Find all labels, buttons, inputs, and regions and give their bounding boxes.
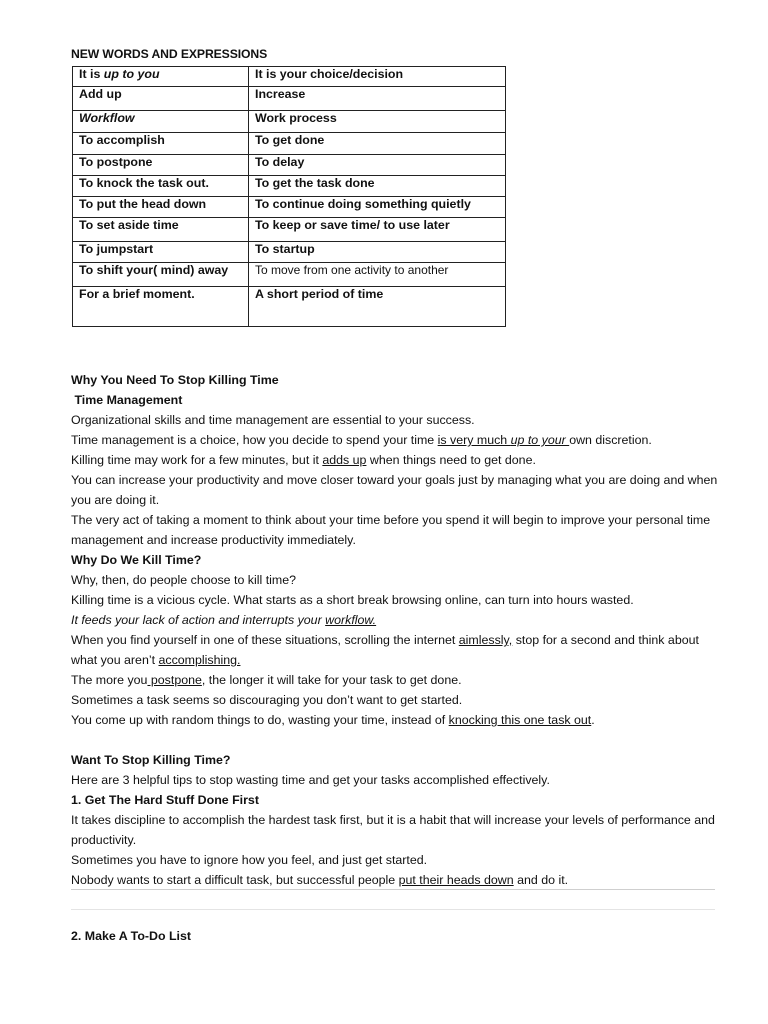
vocab-meaning: It is your choice/decision xyxy=(249,67,506,87)
vocab-meaning: A short period of time xyxy=(249,287,506,327)
paragraph: Nobody wants to start a difficult task, but successful people put their heads down and do it. xyxy=(71,873,569,887)
paragraph: Why, then, do people choose to kill time? xyxy=(71,573,296,587)
vocab-term: Add up xyxy=(73,87,249,111)
paragraph: Here are 3 helpful tips to stop wasting time and get your tasks accomplished effectively. xyxy=(71,773,550,787)
section-heading: Time Management xyxy=(71,393,183,407)
vocab-meaning: Increase xyxy=(249,87,506,111)
vocab-row xyxy=(73,111,506,133)
vocab-term: To set aside time xyxy=(73,218,249,242)
vocab-row xyxy=(73,67,506,87)
vocab-meaning: To keep or save time/ to use later xyxy=(249,218,506,242)
vocab-term: Workflow xyxy=(73,111,249,133)
vocab-term: For a brief moment. xyxy=(73,287,249,327)
vocab-meaning: To move from one activity to another xyxy=(249,263,506,287)
paragraph: Sometimes you have to ignore how you feel, and just get started. xyxy=(71,853,428,867)
vocab-row xyxy=(73,242,506,263)
paragraph: When you find yourself in one of these situations, scrolling the internet aimlessly, stop for a second and think about what you aren’t accomplishing. xyxy=(71,633,699,667)
vocab-row xyxy=(73,197,506,218)
vocab-row xyxy=(73,263,506,287)
vocab-term: To shift your( mind) away xyxy=(73,263,249,287)
vocab-row xyxy=(73,87,506,111)
paragraph: The very act of taking a moment to think about your time before you spend it will begin to improve your personal time management and increase productivity immediately. xyxy=(71,513,711,547)
vocab-row xyxy=(73,176,506,197)
vocab-table xyxy=(72,66,506,327)
paragraph: You come up with random things to do, wasting your time, instead of knocking this one task out. xyxy=(71,713,595,727)
vocab-title: NEW WORDS AND EXPRESSIONS xyxy=(71,47,268,61)
paragraph: Organizational skills and time management are essential to your success. xyxy=(71,413,475,427)
vocab-row xyxy=(73,218,506,242)
vocab-term: To knock the task out. xyxy=(73,176,249,197)
section-heading: Want To Stop Killing Time? xyxy=(71,753,231,767)
vocab-row xyxy=(73,287,506,327)
vocab-meaning: Work process xyxy=(249,111,506,133)
article-body xyxy=(71,370,721,890)
article-heading: Why You Need To Stop Killing Time xyxy=(71,373,279,387)
vocab-meaning: To startup xyxy=(249,242,506,263)
vocab-meaning: To delay xyxy=(249,155,506,176)
paragraph: Time management is a choice, how you decide to spend your time is very much up to your own discretion. xyxy=(71,433,652,447)
paragraph: Killing time is a vicious cycle. What starts as a short break browsing online, can turn into hours wasted. xyxy=(71,593,634,607)
vocab-row xyxy=(73,133,506,155)
vocab-meaning: To continue doing something quietly xyxy=(249,197,506,218)
page-divider xyxy=(71,889,715,890)
vocab-term: It is up to you xyxy=(73,67,249,87)
vocab-term: To put the head down xyxy=(73,197,249,218)
paragraph: Killing time may work for a few minutes, but it adds up when things need to get done. xyxy=(71,453,536,467)
page-divider xyxy=(71,909,715,910)
paragraph: Sometimes a task seems so discouraging you don’t want to get started. xyxy=(71,693,463,707)
vocab-meaning: To get the task done xyxy=(249,176,506,197)
section-heading: 1. Get The Hard Stuff Done First xyxy=(71,793,259,807)
vocab-term: To jumpstart xyxy=(73,242,249,263)
paragraph: The more you postpone, the longer it will take for your task to get done. xyxy=(71,673,462,687)
paragraph: It takes discipline to accomplish the hardest task first, but it is a habit that will increase your levels of performance and productivity. xyxy=(71,813,715,847)
vocab-term: To postpone xyxy=(73,155,249,176)
vocab-meaning: To get done xyxy=(249,133,506,155)
vocab-term: To accomplish xyxy=(73,133,249,155)
paragraph: It feeds your lack of action and interrupts your workflow. xyxy=(71,613,377,627)
section-heading: Why Do We Kill Time? xyxy=(71,553,202,567)
vocab-row xyxy=(73,155,506,176)
section-heading: 2. Make A To-Do List xyxy=(71,929,192,943)
paragraph: You can increase your productivity and move closer toward your goals just by managing what you are doing and when you are doing it. xyxy=(71,473,718,507)
